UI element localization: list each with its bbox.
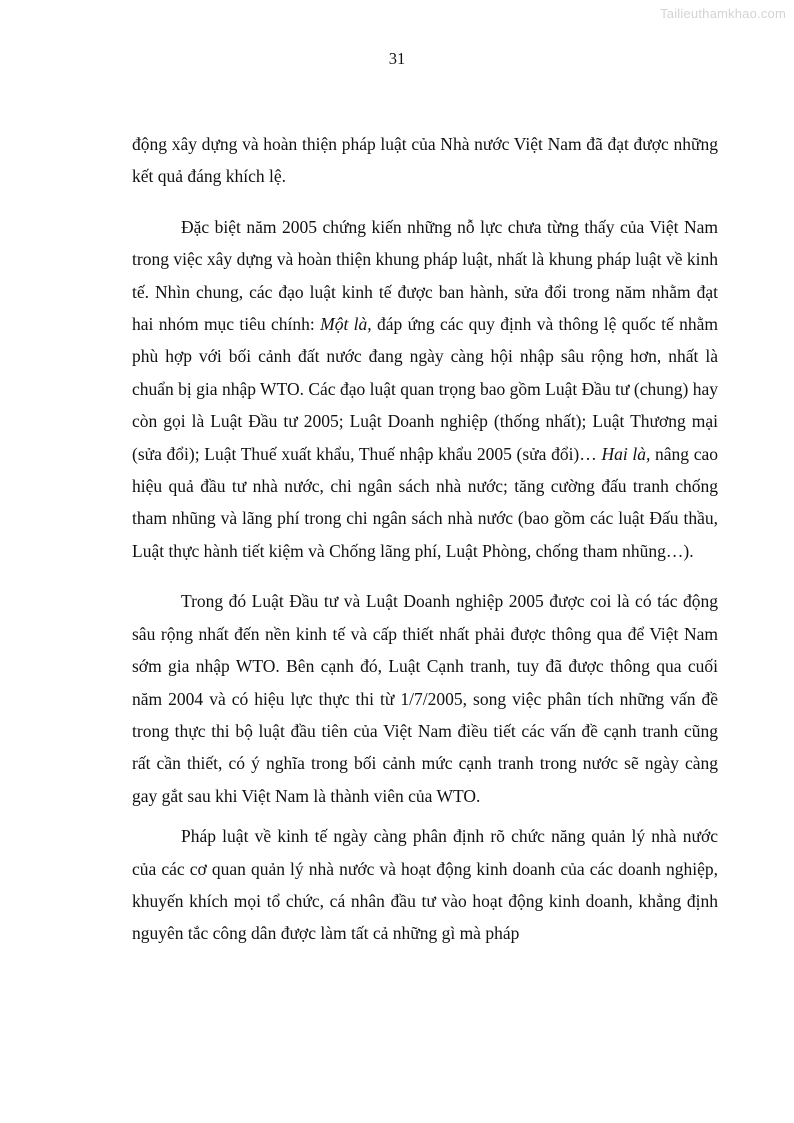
italic-phrase-mot-la: Một là, (320, 314, 372, 335)
paragraph-text: nâng cao hiệu quả đầu tư nhà nước, chi ngân sách nhà nước; tăng cường đấu tranh chống tham nhũng và lãng phí trong chi ngân sách nhà nước (bao gồm các luật Đấu thầu, Luật thực hành tiết kiệm và Chống lãng phí, Luật Phòng, chống tham nhũng…). (132, 443, 718, 561)
paragraph-investment-law: Trong đó Luật Đầu tư và Luật Doanh nghiệp 2005 được coi là có tác động sâu rộng nhất đến nền kinh tế và cấp thiết nhất phải được thông qua để Việt Nam sớm gia nhập WTO. Bên cạnh đó, Luật Cạnh tranh, tuy đã được thông qua cuối năm 2004 và có hiệu lực thực thi từ 1/7/2005, song việc phân tích những vấn đề trong thực thi bộ luật đầu tiên của Việt Nam điều tiết các vấn đề cạnh tranh cũng rất cần thiết, có ý nghĩa trong bối cảnh mức cạnh tranh trong nước sẽ ngày càng gay gắt sau khi Việt Nam là thành viên của WTO. (132, 591, 718, 806)
paragraph-text: đáp ứng các quy định và thông lệ quốc tế nhằm phù hợp với bối cảnh đất nước đang ngày càng hội nhập sâu rộng hơn, nhất là chuẩn bị gia nhập WTO. Các đạo luật quan trọng bao gồm Luật Đầu tư (chung) hay còn gọi là Luật Đầu tư 2005; Luật Doanh nghiệp (thống nhất); Luật Thương mại (sửa đổi); Luật Thuế xuất khẩu, Thuế nhập khẩu 2005 (sửa đổi)… (132, 314, 718, 464)
paragraph-economic-law: Pháp luật về kinh tế ngày càng phân định rõ chức năng quản lý nhà nước của các cơ quan quản lý nhà nước và hoạt động kinh doanh của các doanh nghiệp, khuyến khích mọi tổ chức, cá nhân đầu tư vào hoạt động kinh doanh, khẳng định nguyên tắc công dân được làm tất cả những gì mà pháp (132, 826, 718, 944)
italic-phrase-hai-la: Hai là, (601, 443, 651, 464)
document-body (132, 128, 718, 950)
page-number: 31 (388, 49, 406, 68)
watermark: Tailieuthamkhao.com (660, 6, 786, 21)
paragraph-text: Đặc biệt năm 2005 chứng kiến những nỗ lực chưa từng thấy của Việt Nam trong việc xây dựng và hoàn thiện khung pháp luật, nhất là khung pháp luật về kinh tế. Nhìn chung, các đạo luật kinh tế được ban hành, sửa đổi trong năm nhằm đạt hai nhóm mục tiêu chính: (132, 216, 718, 335)
paragraph-continuation: động xây dựng và hoàn thiện pháp luật của Nhà nước Việt Nam đã đạt được những kết quả đáng khích lệ. (132, 134, 718, 187)
paragraph-2005-laws (132, 211, 718, 567)
